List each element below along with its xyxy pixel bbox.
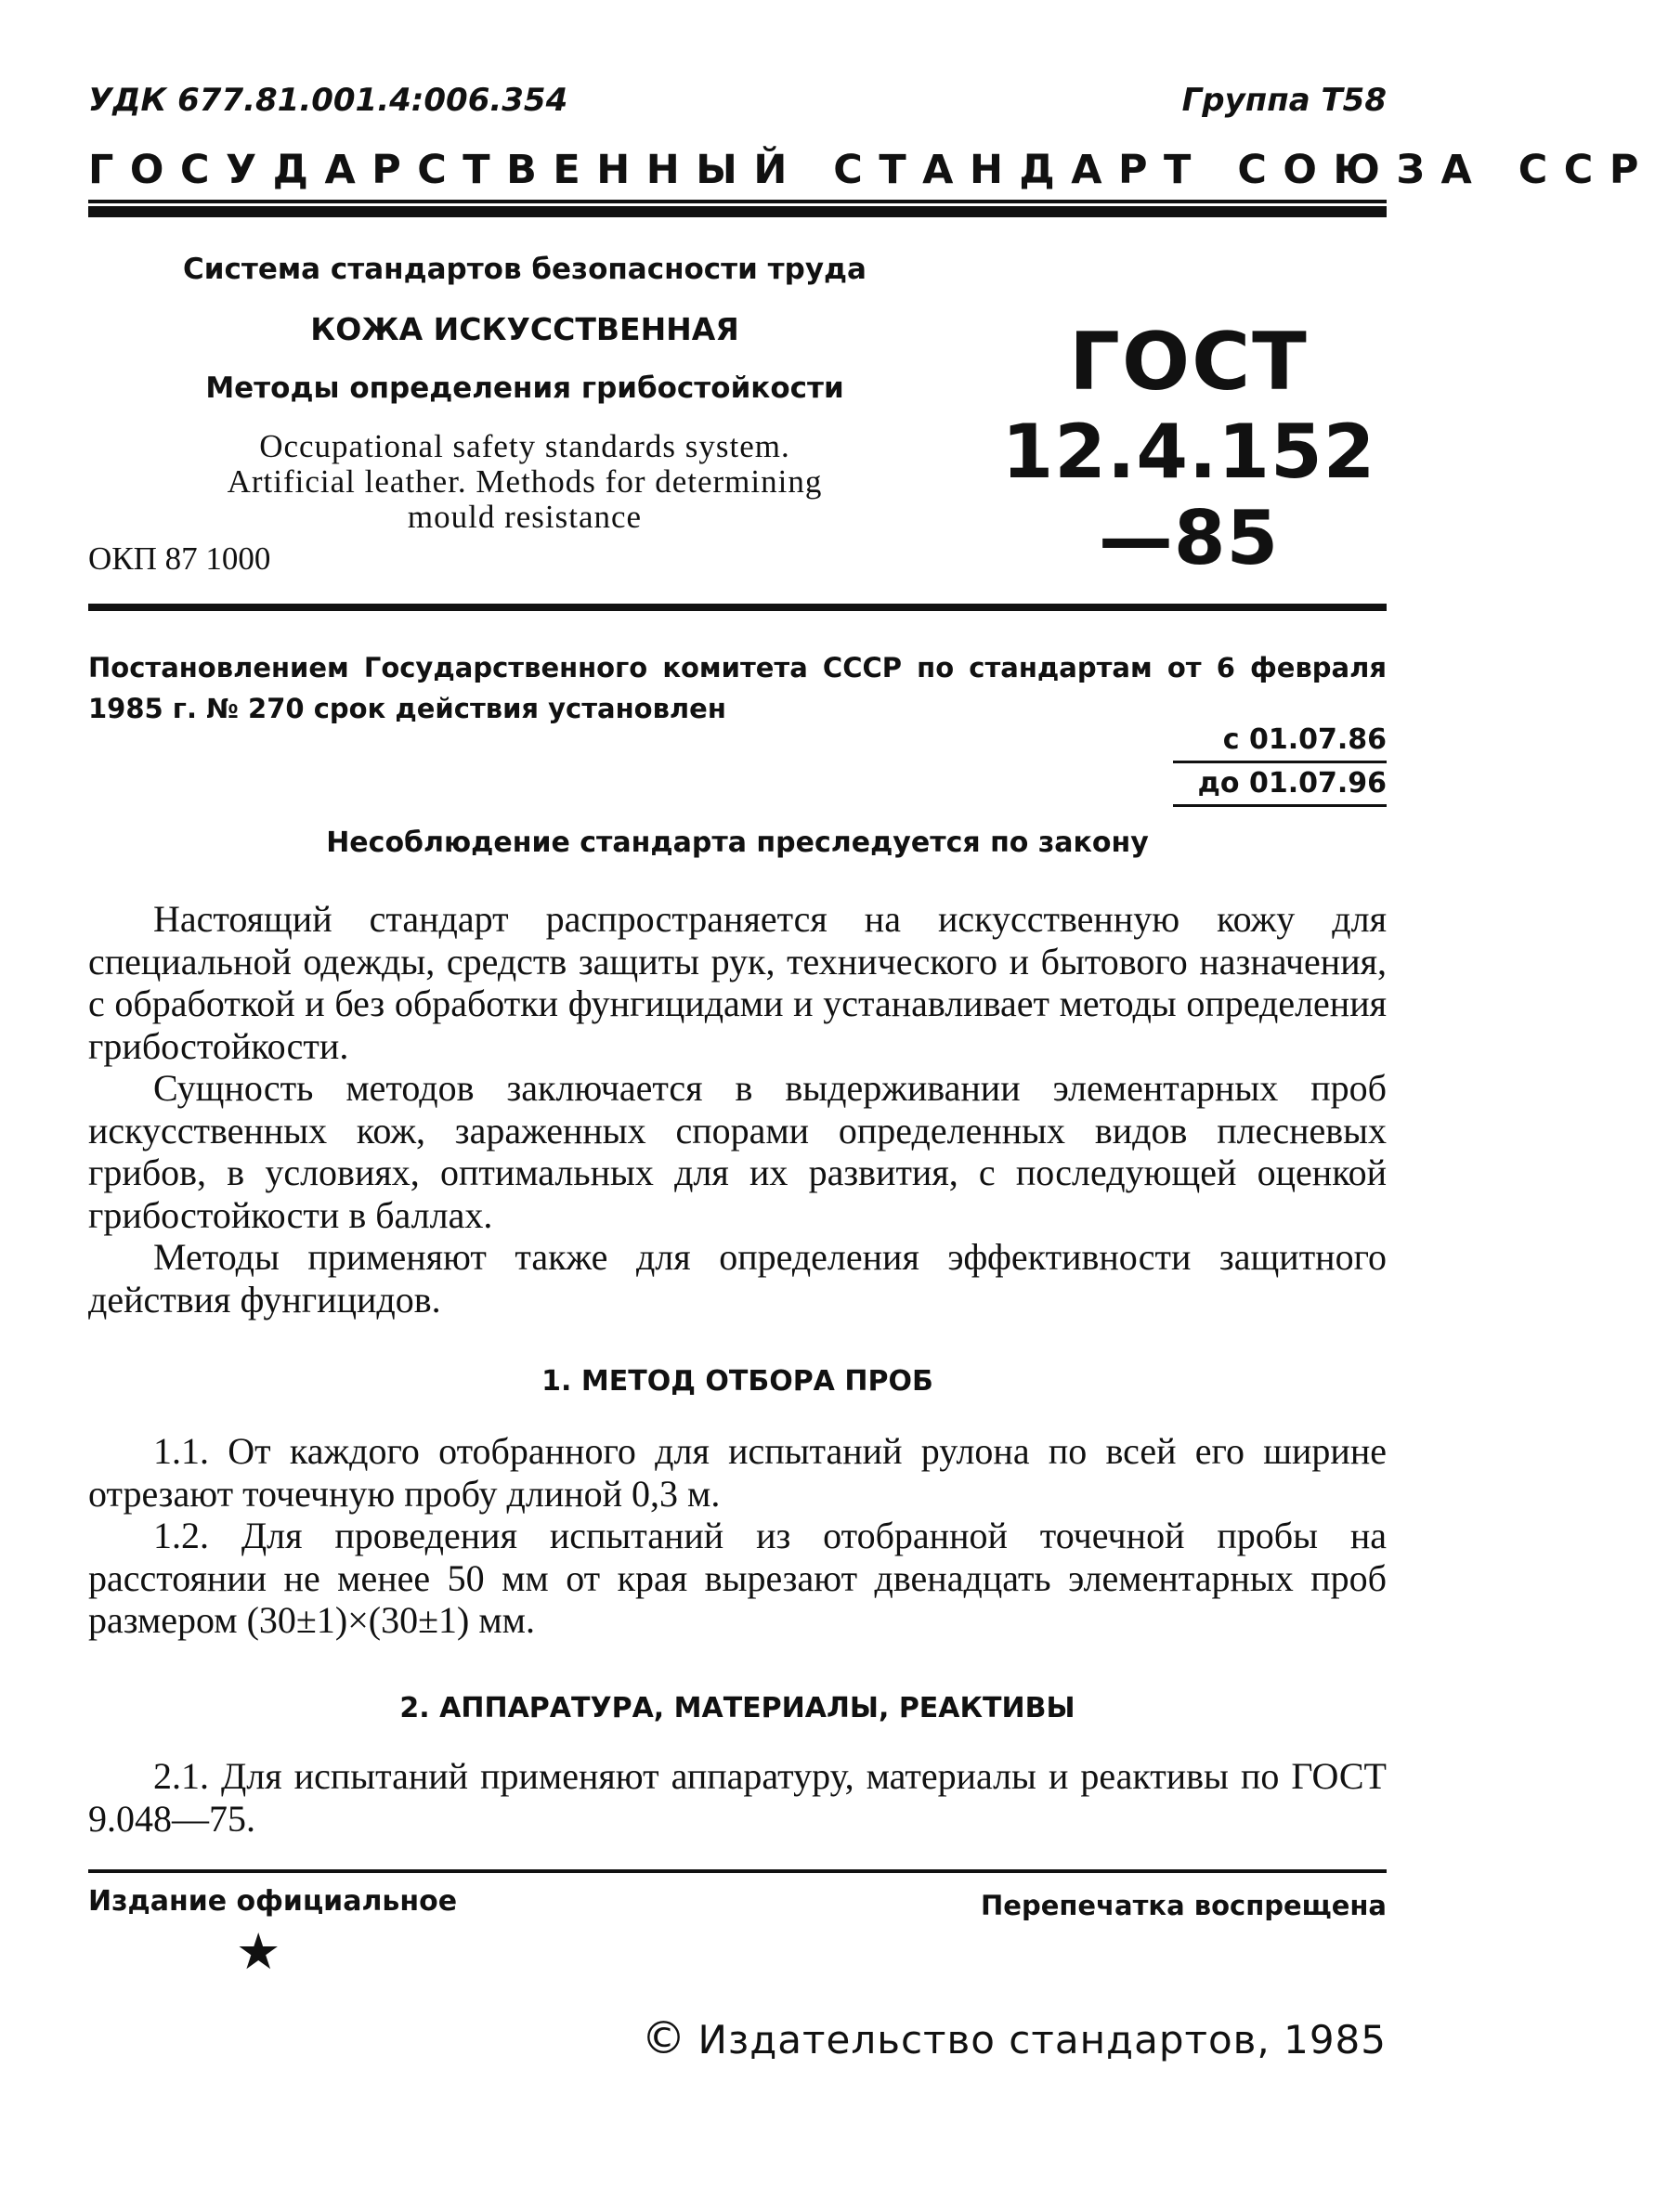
product-title: КОЖА ИСКУССТВЕННАЯ bbox=[310, 311, 739, 347]
title-english-line1: Occupational safety standards system. bbox=[259, 428, 790, 464]
state-standard-heading: ГОСУДАРСТВЕННЫЙ СТАНДАРТ СОЮЗА ССР bbox=[88, 147, 1655, 193]
copyright-icon: © bbox=[641, 2012, 687, 2064]
intro-text bbox=[88, 898, 1387, 1321]
section-1-text bbox=[88, 1430, 1387, 1642]
intro-paragraph-3: Методы применяют также для определения эффективности защитного действия фунгицидов. bbox=[88, 1236, 1387, 1321]
title-rule bbox=[88, 604, 1387, 611]
intro-paragraph-2: Сущность методов заключается в выдерживании элементарных проб искусственных кож, зараженных спорами определенных видов плесневых грибов, в условиях, оптимальных для их развития, с последующей оценкой грибостойкости в баллах. bbox=[88, 1067, 1387, 1236]
title-english bbox=[139, 429, 910, 535]
section-1-title: 1. МЕТОД ОТБОРА ПРОБ bbox=[541, 1365, 933, 1398]
decree-text: Постановлением Государственного комитета СССР по стандартам от 6 февраля 1985 г. № 270 срок действия установлен bbox=[88, 652, 1387, 724]
header-rule-thick bbox=[88, 206, 1387, 217]
publisher: Издательство стандартов, 1985 bbox=[697, 2017, 1387, 2062]
clause-1-1: 1.1. От каждого отобранного для испытаний рулона по всей его ширине отрезают точечную пробу длиной 0,3 м. bbox=[88, 1430, 1387, 1515]
reprint-notice: Перепечатка воспрещена bbox=[981, 1890, 1387, 1921]
date-to: до 01.07.96 bbox=[1173, 763, 1387, 807]
okp-code: ОКП 87 1000 bbox=[88, 540, 271, 577]
clause-1-2: 1.2. Для проведения испытаний из отобранной точечной пробы на расстоянии не менее 50 мм от края вырезают двенадцать элементарных проб размером (30±1)×(30±1) мм. bbox=[88, 1515, 1387, 1641]
clause-2-1: 2.1. Для испытаний применяют аппаратуру, материалы и реактивы по ГОСТ 9.048—75. bbox=[88, 1755, 1387, 1840]
official-edition: Издание официальное bbox=[88, 1885, 458, 1918]
date-from: с 01.07.86 bbox=[1173, 720, 1387, 763]
methods-title-ru: Методы определения грибостойкости bbox=[205, 371, 844, 405]
gost-number: 12.4.152—85 bbox=[1001, 409, 1376, 581]
validity-dates bbox=[1173, 720, 1387, 807]
system-title: Система стандартов безопасности труда bbox=[183, 253, 867, 286]
title-english-line2: Artificial leather. Methods for determining bbox=[227, 463, 823, 500]
footer-rule bbox=[88, 1869, 1387, 1873]
udk-code: УДК 677.81.001.4:006.354 bbox=[88, 82, 568, 119]
title-english-line3: mould resistance bbox=[407, 499, 643, 535]
star-icon: ★ bbox=[236, 1922, 281, 1981]
header-rule-thin bbox=[88, 200, 1387, 203]
gost-label: ГОСТ bbox=[1069, 316, 1309, 409]
section-2-title: 2. АППАРАТУРА, МАТЕРИАЛЫ, РЕАКТИВЫ bbox=[399, 1692, 1075, 1724]
group-code: Группа Т58 bbox=[1181, 82, 1387, 119]
intro-paragraph-1: Настоящий стандарт распространяется на искусственную кожу для специальной одежды, средств защиты рук, технического и бытового назначения, с обработкой и без обработки фунгицидами и устанавливает методы определения грибостойкости. bbox=[88, 898, 1387, 1067]
copyright-line bbox=[642, 2012, 1387, 2064]
law-notice: Несоблюдение стандарта преследуется по закону bbox=[326, 826, 1149, 859]
section-2-text bbox=[88, 1755, 1387, 1840]
